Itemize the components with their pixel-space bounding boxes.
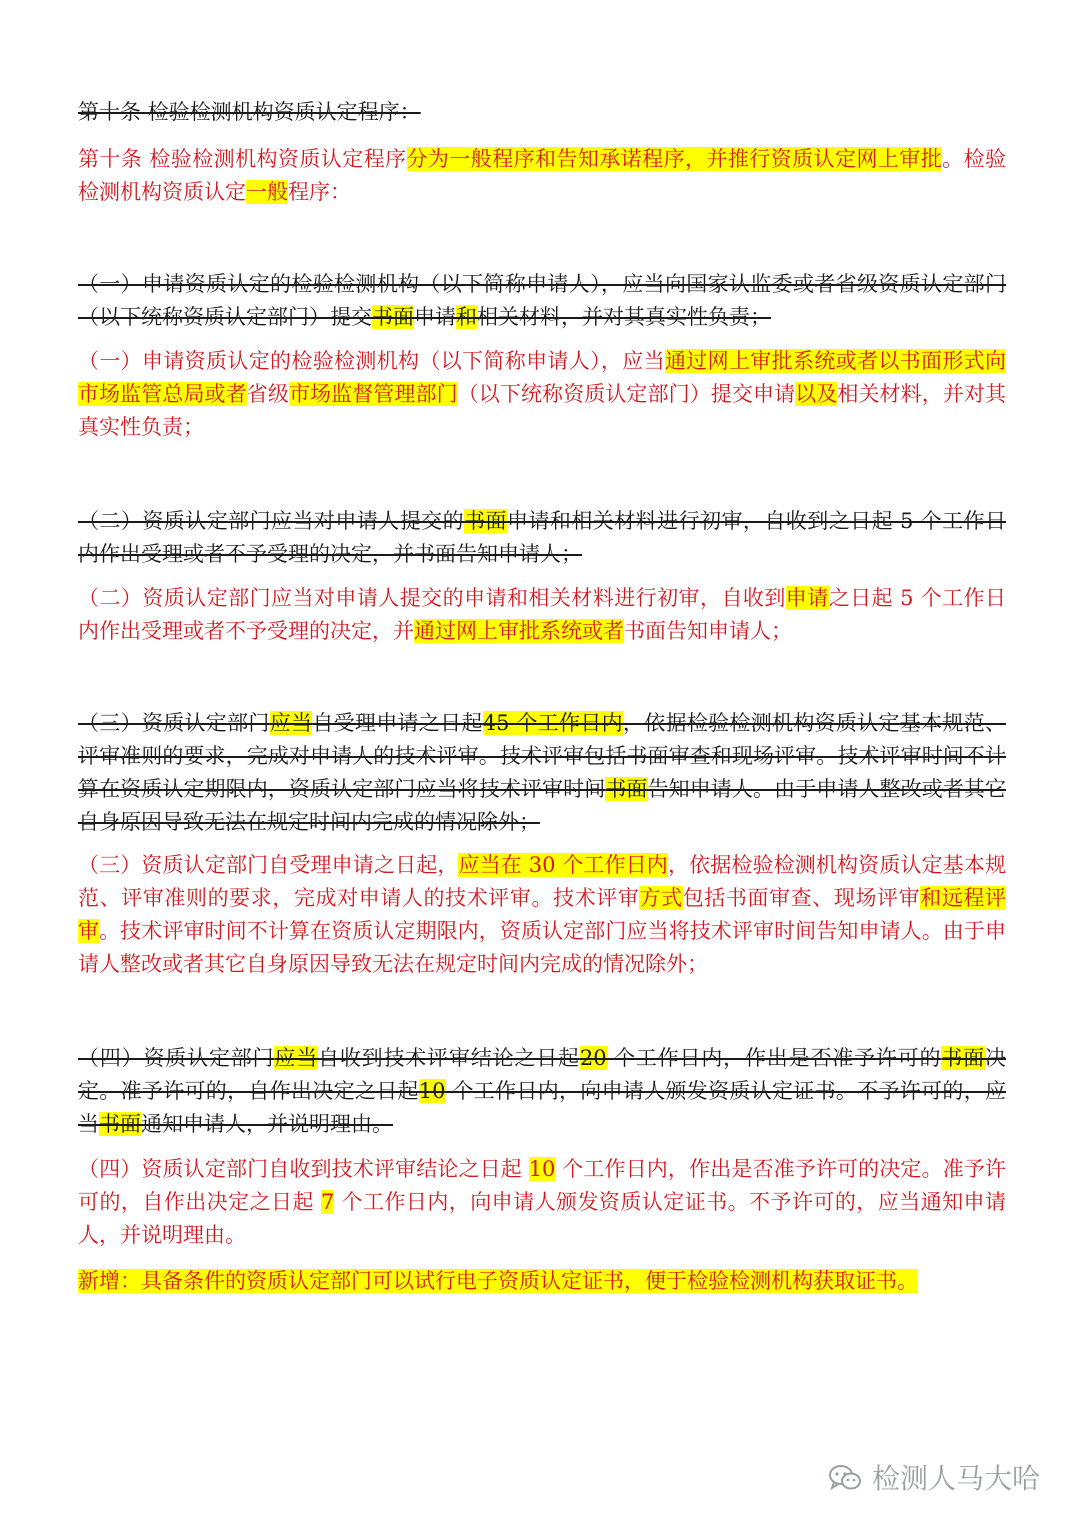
- highlight-segment: 10: [528, 1157, 556, 1181]
- text-segment: （以下统称资质认定部门）提交申请: [457, 382, 796, 406]
- addition-note: [78, 1265, 1006, 1298]
- text-segment: 之日起 5 个工作日内作出受理或者不予受理的决定，并: [78, 586, 1007, 643]
- highlight-segment: 书面: [941, 1046, 985, 1070]
- highlight-segment: 分为一般程序和告知承诺程序，并推行资质认定网上审批: [406, 147, 943, 171]
- highlight-segment: 书面: [464, 509, 507, 533]
- highlight-segment: 市场监督管理部门: [288, 382, 458, 406]
- highlight-segment: 和: [456, 305, 477, 329]
- new-title-segment: 程序：: [288, 180, 351, 204]
- text-segment: 申请: [414, 305, 456, 329]
- text-segment: 。技术评审时间不计算在资质认定期限内，资质认定部门应当将技术评审时间告知申请人。由于申请人整改或者其它自身原因导致无法在规定时间内完成的情况除外；: [78, 919, 1006, 976]
- text-segment: （二）资质认定部门应当对申请人提交的: [78, 509, 465, 533]
- addition-text: 新增：具备条件的资质认定部门可以试行电子资质认定证书，便于检验检测机构获取证书。: [78, 1269, 918, 1293]
- text-segment: 包括书面审查、现场评审: [682, 886, 921, 910]
- highlight-segment: 通过网上审批系统或者以书面形式向市场监管总局或者: [78, 349, 1007, 406]
- highlight-segment: 应当: [274, 1046, 319, 1070]
- item-2-new: [78, 582, 1006, 648]
- text-segment: 告知申请人。由于申请人整改或者其它自身原因导致无法在规定时间内完成的情况除外；: [78, 777, 1007, 834]
- highlight-segment: 通过网上审批系统或者: [414, 619, 624, 643]
- text-segment: 个工作日内，作出是否准予许可的决定。准予许可的，自作出决定之日起: [78, 1157, 1006, 1214]
- highlight-segment: 应当在 30 个工作日内: [458, 853, 668, 877]
- item-2-old: [78, 505, 1006, 571]
- text-segment: 省级: [246, 382, 289, 406]
- item-4-old: [78, 1042, 1006, 1141]
- item-3-old: [78, 707, 1006, 839]
- wechat-icon: [828, 1464, 862, 1492]
- highlight-segment: 应当: [269, 711, 313, 735]
- text-segment: （一）申请资质认定的检验检测机构（以下简称申请人），应当: [78, 349, 665, 373]
- text-segment: 书面告知申请人；: [624, 619, 792, 643]
- highlight-segment: 7: [321, 1190, 335, 1214]
- item-1-old: [78, 268, 1006, 334]
- text-segment: （三）资质认定部门自受理申请之日起，: [78, 853, 459, 877]
- highlight-segment: 书面: [99, 1112, 141, 1136]
- highlight-segment: 和远程评审: [78, 886, 1007, 943]
- text-segment: 自受理申请之日起: [312, 711, 483, 735]
- new-title-segment: 第十条 检验检测机构资质认定程序: [78, 147, 407, 171]
- highlight-segment: 20: [579, 1046, 607, 1070]
- text-segment: 个工作日内，向申请人颁发资质认定证书。不予许可的，应当: [78, 1079, 1006, 1136]
- text-segment: 申请和相关材料进行初审，自收到之日起 5 个工作日内作出受理或者不予受理的决定，并书面告知申请人；: [78, 509, 1007, 566]
- text-segment: 通知申请人，并说明理由。: [141, 1112, 393, 1136]
- watermark: [828, 1458, 1040, 1498]
- text-segment: ，依据检验检测机构资质认定基本规范、评审准则的要求，完成对申请人的技术评审。技术评审包括书面审查和现场评审。技术评审时间不计算在资质认定期限内，资质认定部门应当将技术评审时间: [78, 711, 1007, 801]
- text-segment: 个工作日内，向申请人颁发资质认定证书。不予许可的，应当通知申请人，并说明理由。: [78, 1190, 1006, 1247]
- text-segment: （四）资质认定部门: [78, 1046, 275, 1070]
- text-segment: （二）资质认定部门应当对申请人提交的申请和相关材料进行初审，自收到: [78, 586, 786, 610]
- text-segment: 个工作日内，作出是否准予许可的: [606, 1046, 942, 1070]
- text-segment: （三）资质认定部门: [78, 711, 270, 735]
- text-segment: 决定。准予许可的，自作出决定之日起: [78, 1046, 1006, 1103]
- highlight-segment: 方式: [639, 886, 683, 910]
- highlight-segment: 书面: [372, 305, 414, 329]
- text-segment: 自收到技术评审结论之日起: [318, 1046, 580, 1070]
- highlight-segment: 一般: [246, 180, 288, 204]
- highlight-segment: 申请: [785, 586, 829, 610]
- item-4-new: [78, 1153, 1006, 1252]
- article-10-old-title: [78, 96, 1006, 129]
- text-segment: 相关材料，并对其真实性负责；: [477, 305, 771, 329]
- text-segment: （一）申请资质认定的检验检测机构（以下简称申请人），应当向国家认监委或者省级资质认定部门（以下统称资质认定部门）提交: [78, 272, 1006, 329]
- highlight-segment: 书面: [605, 777, 648, 801]
- highlight-segment: 以及: [795, 382, 838, 406]
- article-10-new-title: [78, 143, 1006, 209]
- text-segment: ，依据检验检测机构资质认定基本规范、评审准则的要求，完成对申请人的技术评审。技术评审: [78, 853, 1007, 910]
- item-3-new: [78, 849, 1006, 981]
- new-title-segment: 。检验检测机构资质认定: [78, 147, 1007, 204]
- old-title-text: 第十条 检验检测机构资质认定程序：: [78, 100, 421, 124]
- text-segment: （四）资质认定部门自收到技术评审结论之日起: [78, 1157, 529, 1181]
- watermark-text: 检测人马大哈: [871, 1461, 1040, 1495]
- highlight-segment: 45 个工作日内: [482, 711, 623, 735]
- text-segment: 相关材料，并对其真实性负责；: [78, 382, 1007, 439]
- highlight-segment: 10: [418, 1079, 446, 1103]
- item-1-new: [78, 345, 1006, 444]
